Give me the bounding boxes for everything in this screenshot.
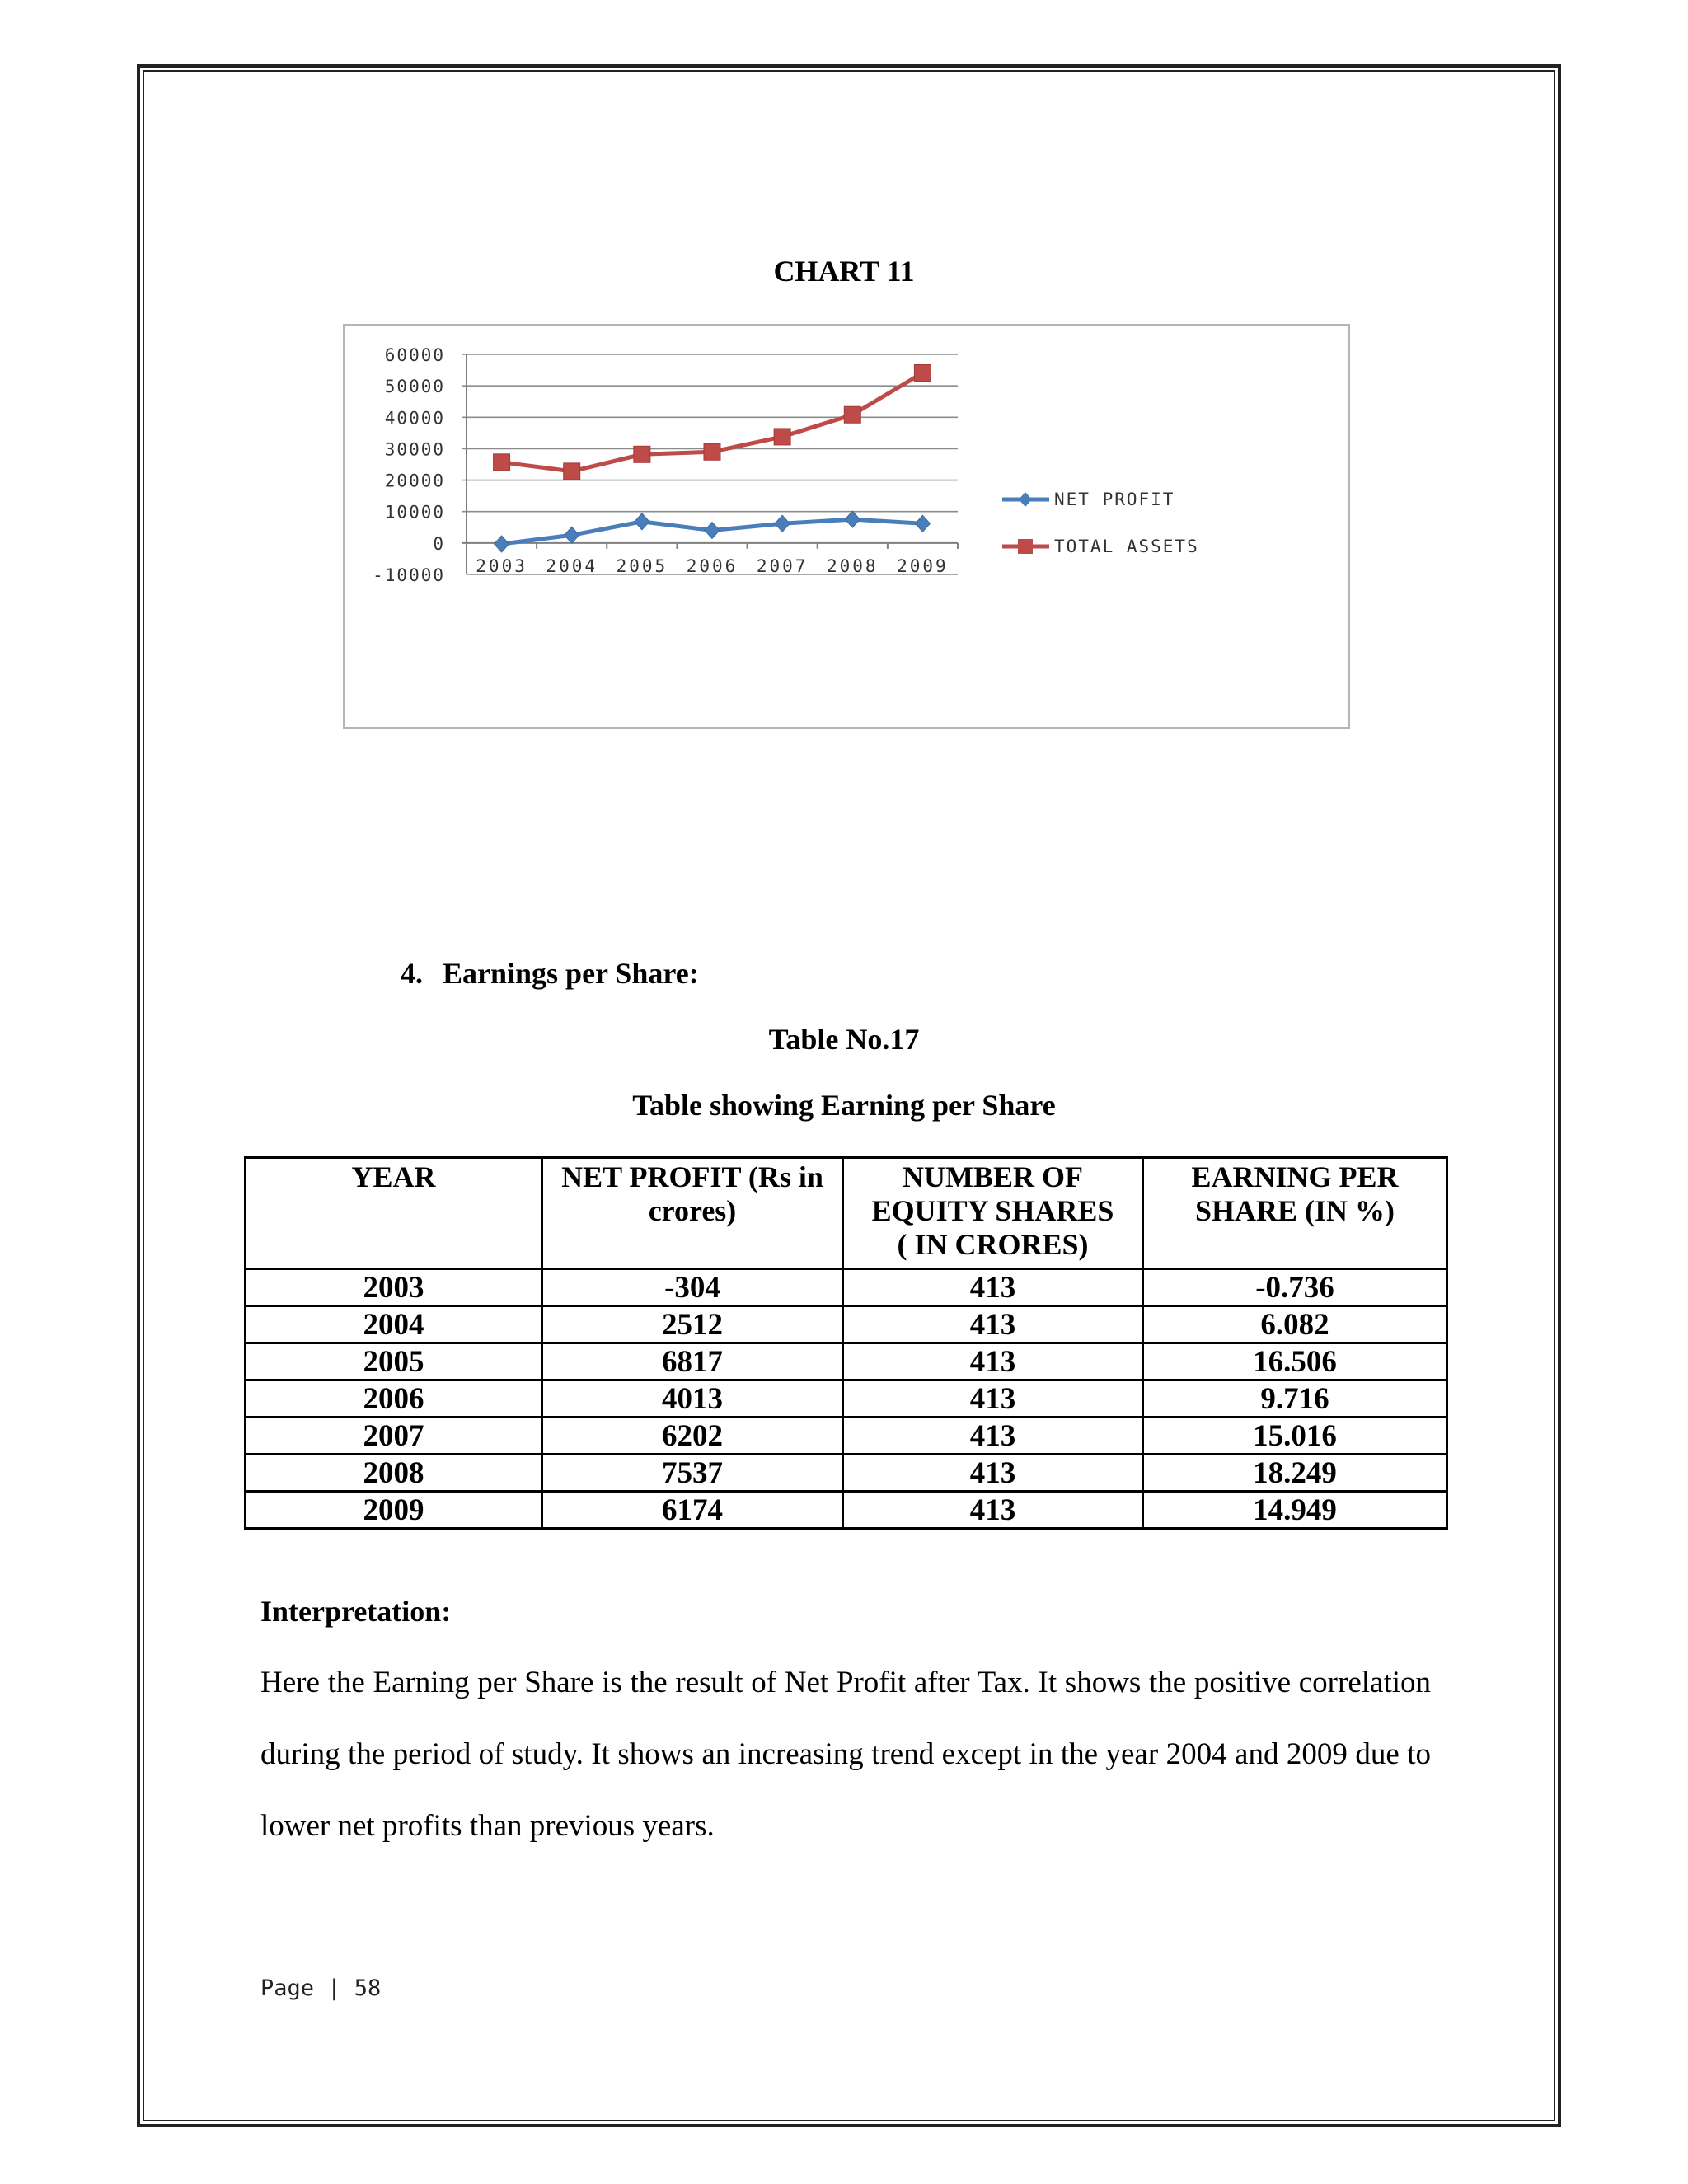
table-row <box>246 1418 1447 1455</box>
data-point-square <box>634 446 650 462</box>
y-tick-label: 30000 <box>384 439 445 460</box>
data-point-diamond <box>705 523 720 539</box>
y-tick-label: 20000 <box>384 471 445 491</box>
interpretation-text: Here the Earning per Share is the result of Net Profit after Tax. It shows the positive correlation during the period of study. It shows an increasing trend except in the year 2004 and 2009 due to lower net profits than previous years. <box>260 1666 1431 1843</box>
cell-eps: 14.949 <box>1143 1492 1447 1529</box>
interpretation-heading: Interpretation: <box>260 1595 452 1628</box>
y-tick-label: 40000 <box>384 408 445 429</box>
data-point-diamond <box>775 515 790 532</box>
cell-eps: 6.082 <box>1143 1306 1447 1343</box>
data-point-diamond <box>565 527 579 543</box>
cell-eps: 15.016 <box>1143 1418 1447 1455</box>
data-point-square <box>774 429 790 445</box>
cell-net-profit: 6817 <box>542 1343 843 1380</box>
chart-title: CHART 11 <box>773 255 915 288</box>
cell-net-profit: 4013 <box>542 1380 843 1418</box>
data-point-square <box>914 365 931 382</box>
cell-equity-shares: 413 <box>843 1418 1143 1455</box>
x-tick-label: 2008 <box>826 556 879 576</box>
header-net-profit: NET PROFIT (Rs in crores) <box>542 1158 843 1269</box>
table-row <box>246 1306 1447 1343</box>
y-tick-label: 0 <box>433 533 445 554</box>
x-tick-label: 2006 <box>686 556 738 576</box>
table-row <box>246 1380 1447 1418</box>
header-eps: EARNING PER SHARE (IN %) <box>1143 1158 1447 1269</box>
x-tick-label: 2003 <box>476 556 528 576</box>
cell-net-profit: 2512 <box>542 1306 843 1343</box>
cell-year: 2007 <box>246 1418 542 1455</box>
cell-year: 2005 <box>246 1343 542 1380</box>
cell-net-profit: 7537 <box>542 1455 843 1492</box>
cell-year: 2009 <box>246 1492 542 1529</box>
cell-eps: 16.506 <box>1143 1343 1447 1380</box>
eps-table <box>244 1156 1448 1530</box>
table-row <box>246 1455 1447 1492</box>
data-point-square <box>494 454 510 471</box>
cell-equity-shares: 413 <box>843 1306 1143 1343</box>
data-point-square <box>704 443 720 460</box>
header-equity-shares: NUMBER OF EQUITY SHARES ( IN CRORES) <box>843 1158 1143 1269</box>
table-row <box>246 1269 1447 1306</box>
cell-eps: 18.249 <box>1143 1455 1447 1492</box>
line-chart <box>343 324 1350 729</box>
cell-year: 2004 <box>246 1306 542 1343</box>
x-tick-label: 2007 <box>756 556 809 576</box>
cell-net-profit: 6174 <box>542 1492 843 1529</box>
section-title: Earnings per Share: <box>443 957 699 990</box>
data-point-square <box>564 463 580 480</box>
cell-net-profit: -304 <box>542 1269 843 1306</box>
table-caption: Table showing Earning per Share <box>632 1089 1056 1122</box>
cell-equity-shares: 413 <box>843 1492 1143 1529</box>
header-year: YEAR <box>246 1158 542 1269</box>
cell-year: 2006 <box>246 1380 542 1418</box>
y-tick-label: 60000 <box>384 345 445 365</box>
data-point-diamond <box>635 513 649 530</box>
table-header-row <box>246 1158 1447 1269</box>
chart-canvas <box>345 326 1348 727</box>
cell-equity-shares: 413 <box>843 1269 1143 1306</box>
data-point-diamond <box>495 536 509 552</box>
cell-year: 2003 <box>246 1269 542 1306</box>
x-tick-label: 2005 <box>616 556 668 576</box>
y-tick-label: 50000 <box>384 377 445 397</box>
cell-equity-shares: 413 <box>843 1343 1143 1380</box>
cell-equity-shares: 413 <box>843 1380 1143 1418</box>
table-number: Table No.17 <box>768 1023 920 1056</box>
page-footer: Page | 58 <box>260 1975 382 2001</box>
data-point-diamond <box>915 515 930 532</box>
cell-year: 2008 <box>246 1455 542 1492</box>
cell-eps: -0.736 <box>1143 1269 1447 1306</box>
section-number: 4. <box>401 957 423 990</box>
legend-marker-diamond <box>1019 492 1032 507</box>
y-tick-label: 10000 <box>384 502 445 523</box>
y-tick-label: -10000 <box>373 565 445 585</box>
legend-label: NET PROFIT <box>1054 490 1175 509</box>
legend-marker-square <box>1018 539 1033 554</box>
cell-equity-shares: 413 <box>843 1455 1143 1492</box>
table-row <box>246 1343 1447 1380</box>
data-point-diamond <box>845 511 860 527</box>
table-row <box>246 1492 1447 1529</box>
section-heading <box>401 956 699 991</box>
cell-net-profit: 6202 <box>542 1418 843 1455</box>
x-tick-label: 2009 <box>897 556 949 576</box>
x-tick-label: 2004 <box>546 556 598 576</box>
cell-eps: 9.716 <box>1143 1380 1447 1418</box>
data-point-square <box>844 406 860 423</box>
legend-label: TOTAL ASSETS <box>1054 537 1199 556</box>
